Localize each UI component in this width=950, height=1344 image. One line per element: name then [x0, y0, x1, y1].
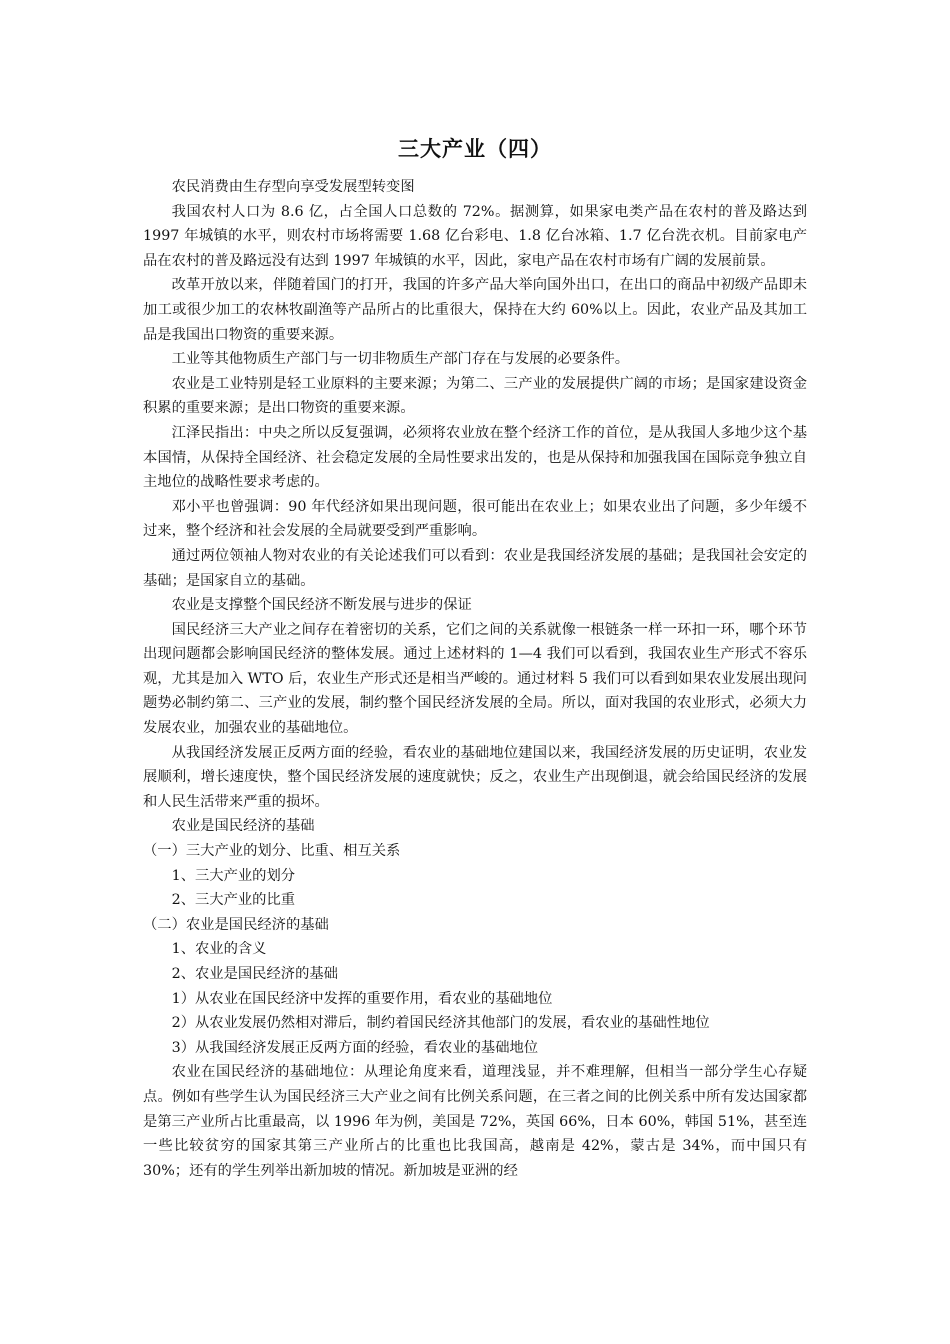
paragraph: 农业是支撑整个国民经济不断发展与进步的保证 — [171, 597, 472, 614]
paragraph: 3）从我国经济发展正反两方面的经验，看农业的基础地位 — [171, 1039, 539, 1056]
paragraph: 2、农业是国民经济的基础 — [171, 966, 338, 982]
paragraph: 通过两位领袖人物对农业的有关论述我们可以看到：农业是我国经济发展的基础；是我国社会安定的基础；是国家自立的基础。 — [143, 547, 807, 589]
paragraph: 1）从农业在国民经济中发挥的重要作用，看农业的基础地位 — [171, 990, 553, 1007]
paragraph: 2、三大产业的比重 — [171, 892, 296, 909]
paragraph: 改革开放以来，伴随着国门的打开，我国的许多产品大举向国外出口，在出口的商品中初级产品即未加工或很少加工的农林牧副渔等产品所占的比重很大，保持在大约 60%以上。因此，农业产品及其加工品是我国出口物资的重要来源。 — [143, 277, 807, 343]
paragraph: 从我国经济发展正反两方面的经验，看农业的基础地位建国以来，我国经济发展的历史证明，农业发展顺利，增长速度快，整个国民经济发展的速度就快；反之，农业生产出现倒退，就会给国民经济的发展和人民生活带来严重的损坏。 — [143, 744, 807, 810]
paragraph: 国民经济三大产业之间存在着密切的关系，它们之间的关系就像一根链条一样一环扣一环，哪个环节出现问题都会影响国民经济的整体发展。通过上述材料的 1—4 我们可以看到，我国农业生产形式不容乐观，尤其是加入 WTO 后，农业生产形式还是相当严峻的。通过材料 5 我们可以看到如果农业发展出现问题势必制约第二、三产业的发展，制约整个国民经济发展的全局。所以，面对我国的农业形式，必须大力发展农业，加强农业的基础地位。 — [143, 621, 807, 737]
paragraph: 江泽民指出：中央之所以反复强调，必须将农业放在整个经济工作的首位，是从我国人多地少这个基本国情，从保持全国经济、社会稳定发展的全局性要求出发的，也是从保持和加强我国在国际竞争独立自主地位的战略性要求考虑的。 — [143, 424, 807, 491]
paragraph: 我国农村人口为 8.6 亿，占全国人口总数的 72%。据测算，如果家电类产品在农村的普及路达到 1997 年城镇的水平，则农村市场将需要 1.68 亿台彩电、1.8 亿台冰箱、1.7 亿台洗衣机。目前家电产品在农村的普及路远没有达到 1997 年城镇的水平，因此，家电产品在农村市场有广阔的发展前景。 — [143, 203, 807, 269]
paragraph: 农业在国民经济的基础地位：从理论角度来看，道理浅显，并不难理解，但相当一部分学生心存疑点。例如有些学生认为国民经济三大产业之间有比例关系问题，在三者之间的比例关系中所有发达国家都是第三产业所占比重最高，以 1996 年为例，美国是 72%，英国 66%，日本 60%，韩国 51%，甚至连一些比较贫穷的国家其第三产业所占的比重也比我国高，越南是 42%，蒙古是 34%，而中国只有 30%；还有的学生列举出新加坡的情况。新加坡是亚洲的经 — [143, 1064, 807, 1179]
page-title: 三大产业（四） — [398, 136, 552, 161]
paragraph: 工业等其他物质生产部门与一切非物质生产部门存在与发展的必要条件。 — [171, 351, 630, 368]
paragraph: 邓小平也曾强调：90 年代经济如果出现问题，很可能出在农业上；如果农业出了问题，多少年缓不过来，整个经济和社会发展的全局就要受到严重影响。 — [143, 498, 807, 540]
paragraph: 1、三大产业的划分 — [171, 867, 296, 884]
paragraph: 2）从农业发展仍然相对滞后，制约着国民经济其他部门的发展，看农业的基础性地位 — [171, 1015, 710, 1032]
paragraph: （二）农业是国民经济的基础 — [143, 916, 329, 933]
paragraph: 1、农业的含义 — [171, 941, 267, 958]
paragraph: （一）三大产业的划分、比重、相互关系 — [143, 843, 401, 860]
document-body — [143, 175, 807, 1183]
paragraph: 农业是工业特别是轻工业原料的主要来源；为第二、三产业的发展提供广阔的市场；是国家建设资金积累的重要来源；是出口物资的重要来源。 — [143, 375, 807, 417]
paragraph: 农业是国民经济的基础 — [171, 818, 315, 835]
paragraph: 农民消费由生存型向享受发展型转变图 — [171, 179, 415, 195]
